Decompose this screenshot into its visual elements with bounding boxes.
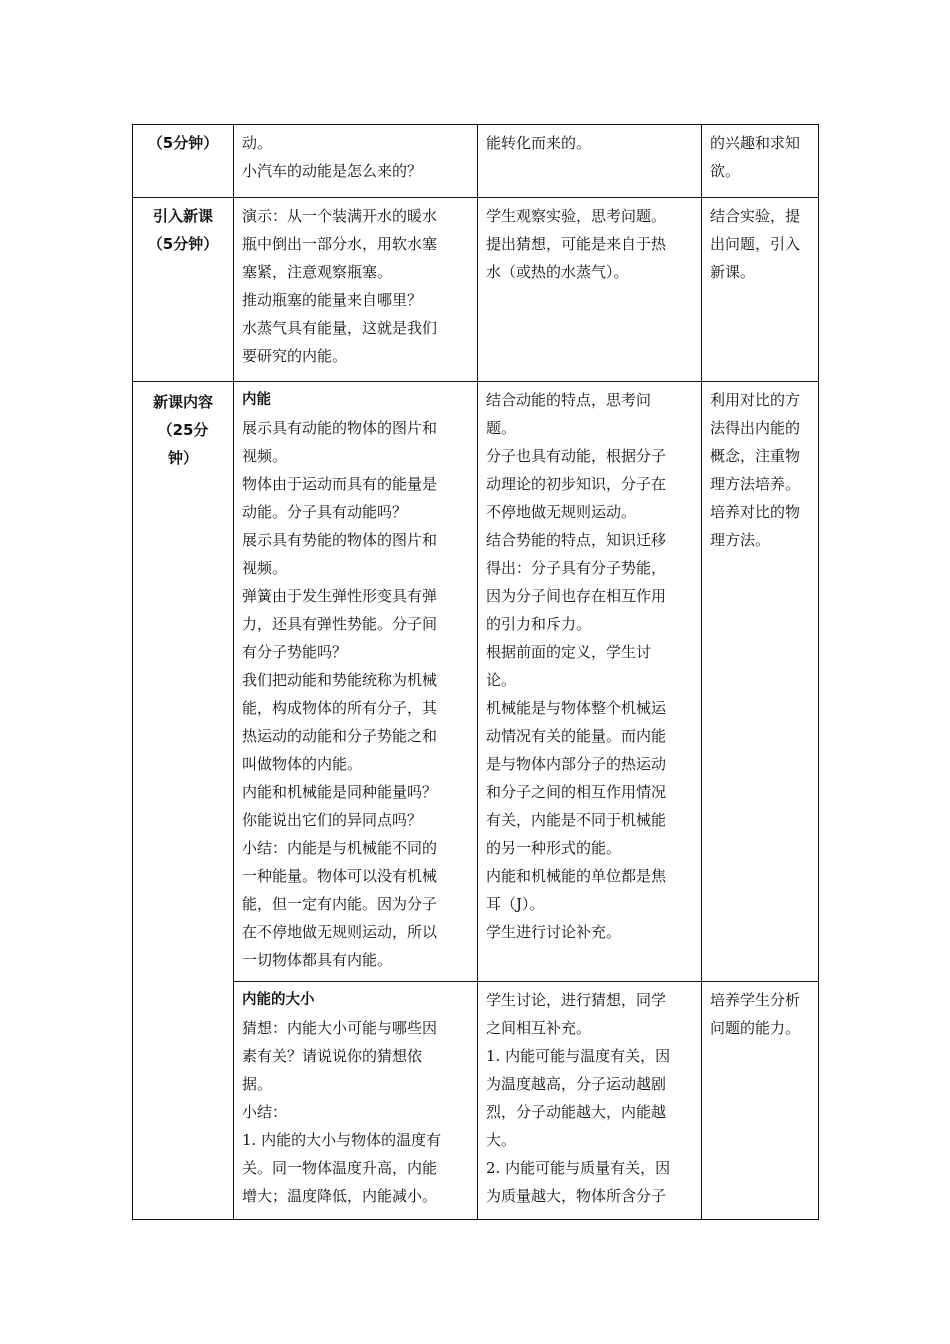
text-line: 演示：从一个装满开水的暖水 (242, 207, 438, 225)
text-line: 题。 (486, 419, 517, 437)
section-heading: 内能 (242, 392, 271, 408)
text-line: 我们把动能和势能统称为机械 (242, 671, 438, 689)
text-line: 据。 (242, 1075, 273, 1093)
text-line: 结合动能的特点，思考问 (486, 391, 652, 409)
stage-text: 钟） (167, 449, 198, 467)
text-line: 一切物体都具有内能。 (242, 951, 393, 969)
text-line: 弹簧由于发生弹性形变具有弹 (242, 587, 438, 605)
design-intent-cell (702, 125, 819, 198)
text-line: 视频。 (242, 559, 288, 577)
table-row (133, 125, 819, 198)
text-line: 水（或热的水蒸气）。 (486, 263, 629, 281)
student-activity-cell (478, 382, 702, 982)
text-line: 论。 (486, 671, 517, 689)
stage-text: （5分钟） (147, 134, 219, 152)
text-line: 学生进行讨论补充。 (486, 923, 622, 941)
text-line: 小结：内能是与机械能不同的 (242, 839, 438, 857)
text-line: 水蒸气具有能量，这就是我们 (242, 319, 438, 337)
text-line: 提出猜想，可能是来自于热 (486, 235, 667, 253)
text-line: 利用对比的方 (710, 391, 801, 409)
text-line: 瓶中倒出一部分水，用软水塞 (242, 235, 438, 253)
text-line: 素有关？请说说你的猜想依 (242, 1047, 423, 1065)
text-line: 新课。 (710, 263, 756, 281)
text-line: 要研究的内能。 (242, 347, 348, 365)
text-line: 关。同一物体温度升高，内能 (242, 1159, 438, 1177)
text-line: 学生讨论，进行猜想，同学 (486, 991, 667, 1009)
text-line: 动情况有关的能量。而内能 (486, 727, 667, 745)
lesson-plan-table (132, 124, 819, 1220)
table-row (133, 982, 819, 1220)
text-line: 内能和机械能的单位都是焦 (486, 867, 667, 885)
text-line: 力，还具有弹性势能。分子间 (242, 615, 438, 633)
text-line: 动。 (242, 134, 273, 152)
design-intent-cell (702, 198, 819, 382)
text-line: 大。 (486, 1131, 517, 1149)
text-line: 1. 内能的大小与物体的温度有 (242, 1131, 442, 1149)
text-line: 的另一种形式的能。 (486, 839, 622, 857)
text-line: 的引力和斥力。 (486, 615, 592, 633)
text-line: 理方法。 (710, 531, 771, 549)
text-line: 增大；温度降低，内能减小。 (242, 1187, 438, 1205)
text-line: 出问题，引入 (710, 235, 801, 253)
text-line: 法得出内能的 (710, 419, 801, 437)
text-line: 烈，分子动能越大，内能越 (486, 1103, 667, 1121)
stage-text: 引入新课 (152, 207, 213, 225)
text-line: 有关，内能是不同于机械能 (486, 811, 667, 829)
text-line: 塞紧，注意观察瓶塞。 (242, 263, 393, 281)
text-line: 叫做物体的内能。 (242, 755, 363, 773)
text-line: 一种能量。物体可以没有机械 (242, 867, 438, 885)
text-line: 不停地做无规则运动。 (486, 503, 637, 521)
text-line: 概念，注重物 (710, 447, 801, 465)
text-line: 培养学生分析 (710, 991, 801, 1009)
text-line: 2. 内能可能与质量有关，因 (486, 1159, 671, 1177)
text-line: 结合实验，提 (710, 207, 801, 225)
text-line: 推动瓶塞的能量来自哪里？ (242, 291, 423, 309)
text-line: 之间相互补充。 (486, 1019, 592, 1037)
design-intent-cell (702, 382, 819, 982)
teacher-activity-cell (234, 382, 478, 982)
text-line: 为温度越高，分子运动越剧 (486, 1075, 667, 1093)
text-line: 能，但一定有内能。因为分子 (242, 895, 438, 913)
text-line: 分子也具有动能，根据分子 (486, 447, 667, 465)
text-line: 欲。 (710, 162, 741, 180)
text-line: 学生观察实验，思考问题。 (486, 207, 667, 225)
text-line: 视频。 (242, 447, 288, 465)
text-line: 机械能是与物体整个机械运 (486, 699, 667, 717)
text-line: 耳（J）。 (486, 895, 545, 913)
student-activity-cell (478, 198, 702, 382)
text-line: 动理论的初步知识，分子在 (486, 475, 667, 493)
stage-cell (133, 198, 234, 382)
stage-text: （25分 (157, 421, 209, 439)
text-line: 根据前面的定义，学生讨 (486, 643, 652, 661)
text-line: 在不停地做无规则运动，所以 (242, 923, 438, 941)
text-line: 的兴趣和求知 (710, 134, 801, 152)
text-line: 内能和机械能是同种能量吗？ (242, 783, 438, 801)
text-line: 猜想：内能大小可能与哪些因 (242, 1019, 438, 1037)
student-activity-cell (478, 982, 702, 1220)
text-line: 问题的能力。 (710, 1019, 801, 1037)
text-line: 小结： (242, 1103, 288, 1121)
stage-text: （5分钟） (147, 235, 219, 253)
teacher-activity-cell (234, 198, 478, 382)
design-intent-cell (702, 982, 819, 1220)
text-line: 你能说出它们的异同点吗？ (242, 811, 423, 829)
stage-text: 新课内容 (152, 393, 213, 411)
text-line: 能，构成物体的所有分子，其 (242, 699, 438, 717)
section-heading: 内能的大小 (242, 992, 315, 1008)
text-line: 小汽车的动能是怎么来的？ (242, 162, 423, 180)
text-line: 展示具有动能的物体的图片和 (242, 419, 438, 437)
text-line: 热运动的动能和分子势能之和 (242, 727, 438, 745)
text-line: 和分子之间的相互作用情况 (486, 783, 667, 801)
teacher-activity-cell (234, 982, 478, 1220)
text-line: 结合势能的特点，知识迁移 (486, 531, 667, 549)
text-line: 得出：分子具有分子势能， (486, 559, 667, 577)
text-line: 能转化而来的。 (486, 134, 592, 152)
text-line: 动能。分子具有动能吗？ (242, 503, 408, 521)
stage-cell (133, 125, 234, 198)
student-activity-cell (478, 125, 702, 198)
table-row (133, 198, 819, 382)
text-line: 培养对比的物 (710, 503, 801, 521)
table-row (133, 382, 819, 982)
stage-cell (133, 382, 234, 1220)
text-line: 是与物体内部分子的热运动 (486, 755, 667, 773)
text-line: 因为分子间也存在相互作用 (486, 587, 667, 605)
text-line: 理方法培养。 (710, 475, 801, 493)
text-line: 展示具有势能的物体的图片和 (242, 531, 438, 549)
teacher-activity-cell (234, 125, 478, 198)
text-line: 为质量越大，物体所含分子 (486, 1187, 667, 1205)
text-line: 1. 内能可能与温度有关，因 (486, 1047, 671, 1065)
text-line: 有分子势能吗？ (242, 643, 348, 661)
text-line: 物体由于运动而具有的能量是 (242, 475, 438, 493)
